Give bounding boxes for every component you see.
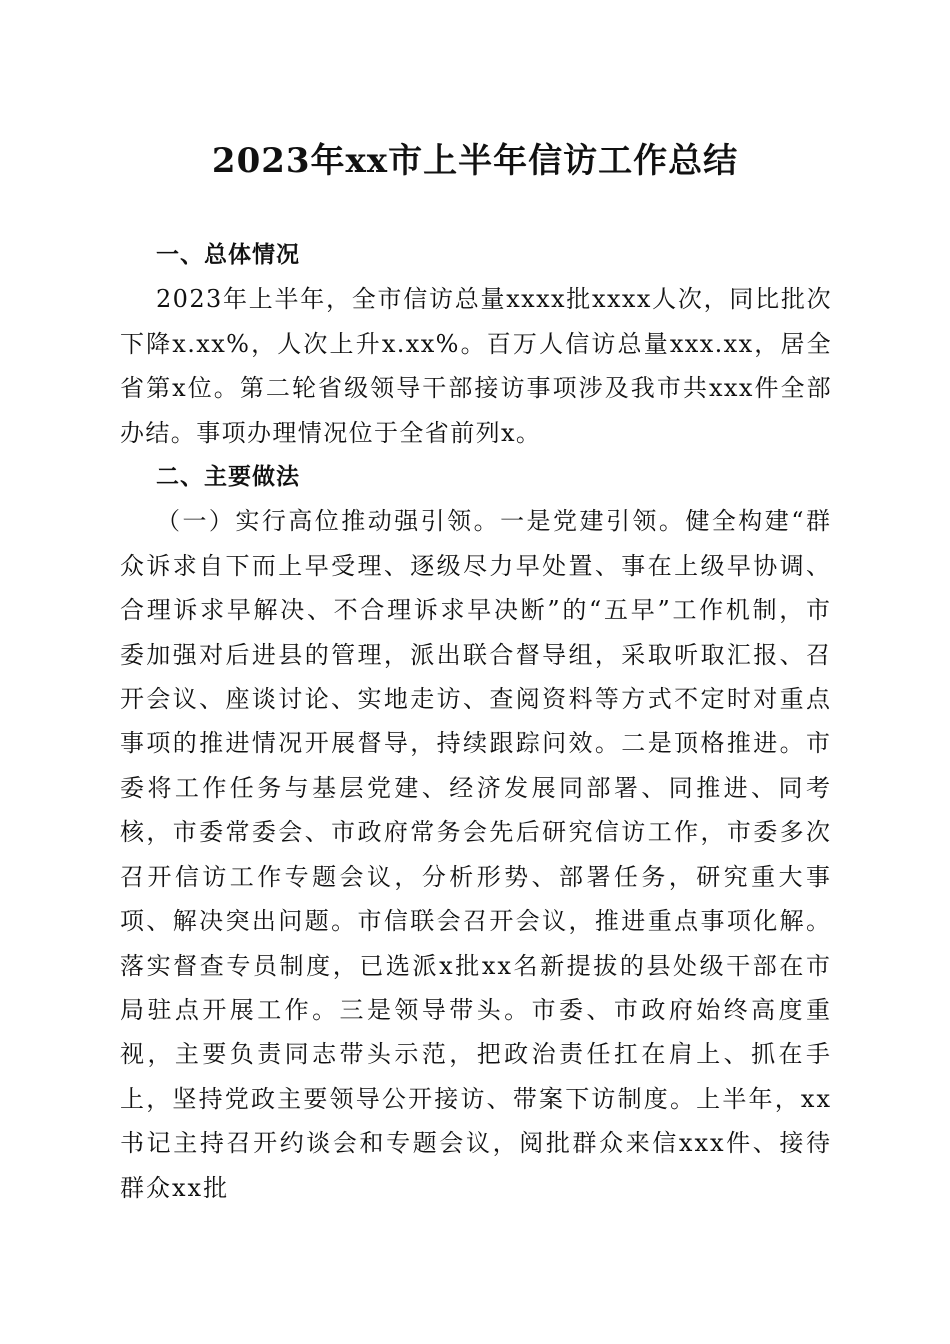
section-paragraph-practices: （一）实行高位推动强引领。一是党建引领。健全构建“群众诉求自下而上早受理、逐级尽力早处置、事在上级早协调、合理诉求早解决、不合理诉求早决断”的“五早”工作机制，市委加强对后进县的管理，派出联合督导组，采取听取汇报、召开会议、座谈讨论、实地走访、查阅资料等方式不定时对重点事项的推进情况开展督导，持续跟踪问效。二是顶格推进。市委将工作任务与基层党建、经济发展同部署、同推进、同考核，市委常委会、市政府常务会先后研究信访工作，市委多次召开信访工作专题会议，分析形势、部署任务，研究重大事项、解决突出问题。市信联会召开会议，推进重点事项化解。落实督查专员制度，已选派x批xx名新提拔的县处级干部在市局驻点开展工作。三是领导带头。市委、市政府始终高度重视，主要负责同志带头示范，把政治责任扛在肩上、抓在手上，坚持党政主要领导公开接访、带案下访制度。上半年，xx书记主持召开约谈会和专题会议，阅批群众来信xxx件、接待群众xx批 <box>120 507 832 1202</box>
section-heading-practices: 二、主要做法 <box>156 464 300 491</box>
section-paragraph-overview: 2023年上半年，全市信访总量xxxx批xxxx人次，同比批次下降x.xx%，人次上升x.xx%。百万人信访总量xxx.xx，居全省第x位。第二轮省级领导干部接访事项涉及我市共xxx件全部办结。事项办理情况位于全省前列x。 <box>120 285 832 447</box>
document-body <box>120 233 832 1210</box>
section-heading-overview: 一、总体情况 <box>156 242 300 268</box>
document-title: 2023年xx市上半年信访工作总结 <box>211 141 739 181</box>
